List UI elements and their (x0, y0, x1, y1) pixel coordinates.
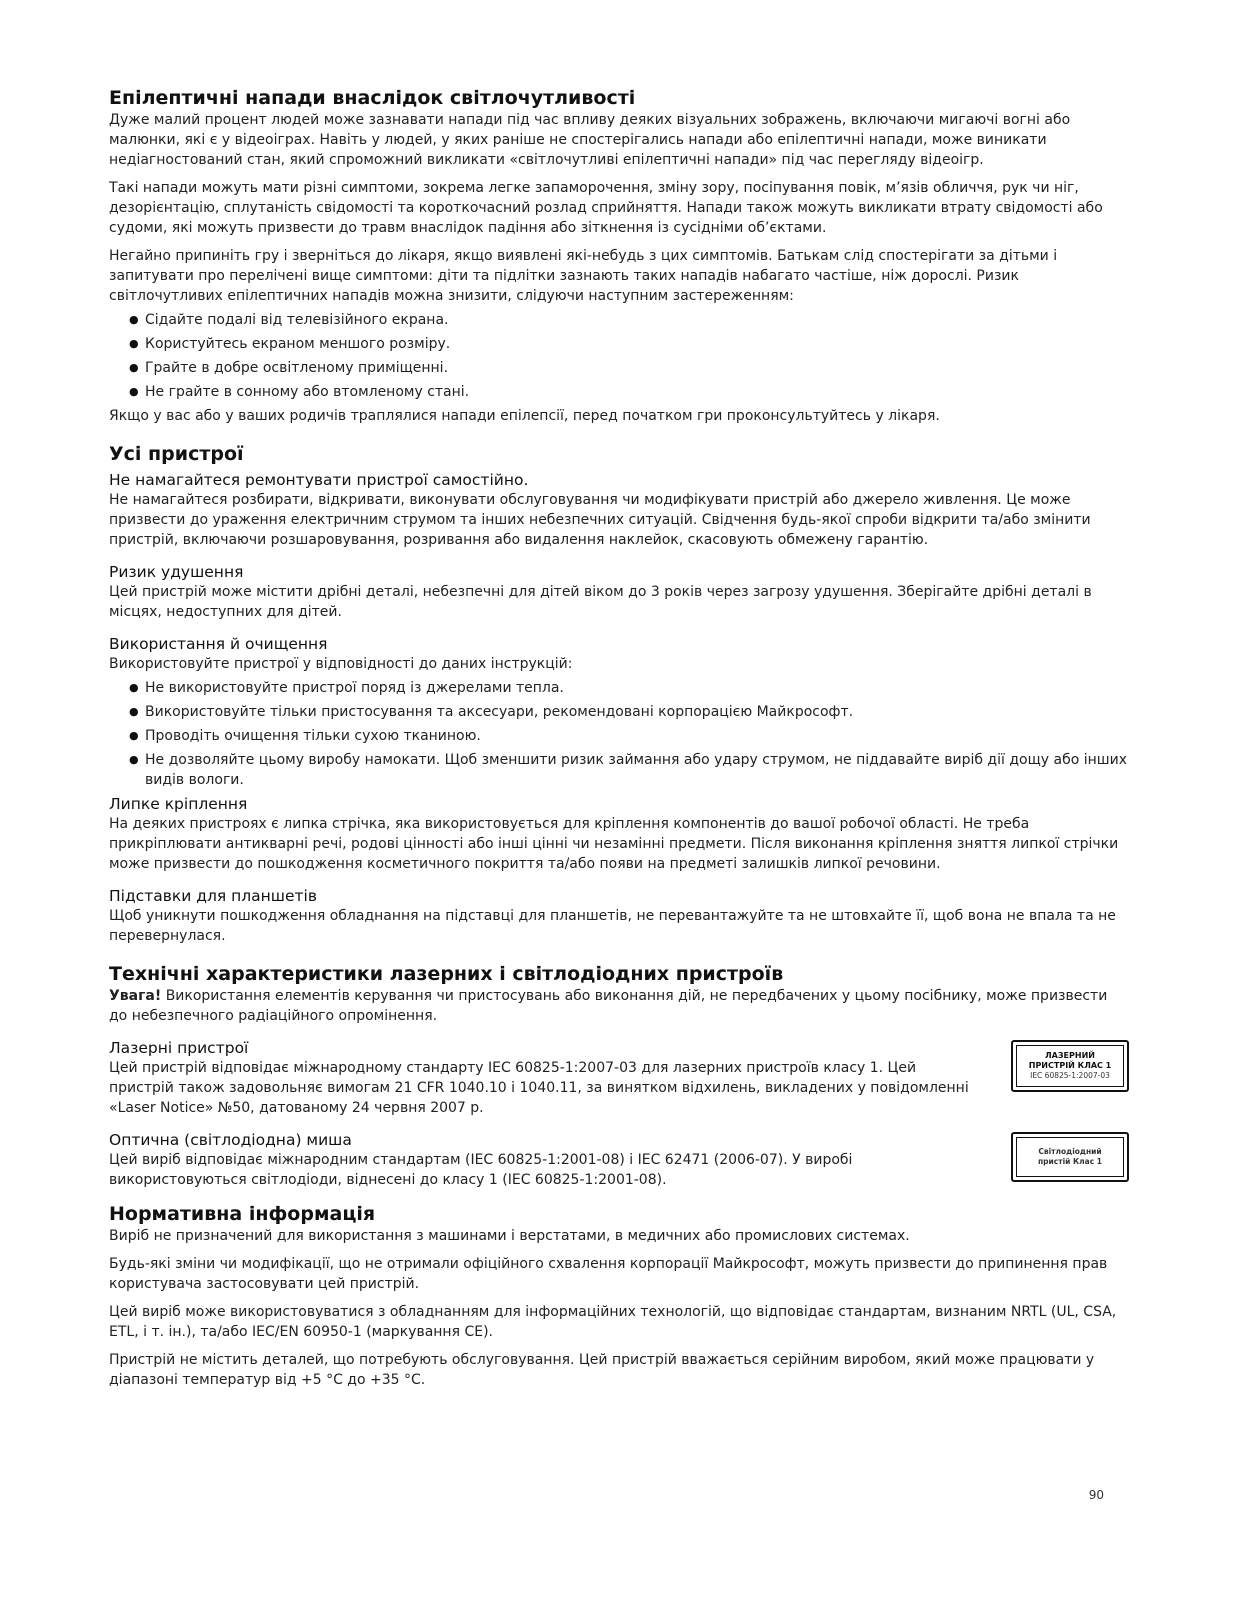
subtitle-tablet-stand: Підставки для планшетів (109, 887, 317, 905)
laser-class-label (1011, 1040, 1129, 1092)
list-item: ● Не грайте в сонному або втомленому стані. (129, 382, 1129, 402)
list-item: ● Сідайте подалі від телевізійного екрана. (129, 310, 1129, 330)
epilepsy-paragraph-4: Якщо у вас або у ваших родичів траплялися напади епілепсії, перед початком гри проконсультуйтесь у лікаря. (109, 408, 940, 424)
subtitle-adhesive: Липке кріплення (109, 795, 248, 813)
epilepsy-paragraph-2: Такі напади можуть мати різні симптоми, зокрема легке запаморочення, зміну зору, посіпування повік, м’язів обличчя, рук чи ніг, дезорієнтацію, сплутаність свідомості та короткочасний розлад сприйняття. Напади також можуть викликати втрату свідомості або судоми, які можуть призвести до травм внаслідок падіння або зіткнення із сусідніми об’єктами. (109, 180, 1103, 236)
optical-mouse-row (109, 1130, 1129, 1190)
laser-label-line-1: ЛАЗЕРНИЙ (1045, 1051, 1095, 1060)
epilepsy-paragraph-1: Дуже малий процент людей може зазнавати напади під час впливу деяких візуальних зображень, включаючи мигаючі вогні або малюнки, які є у відеоіграх. Навіть у людей, у яких раніше не спостерігались напади або епілептичні напади, може виникати недіагностований стан, який спроможний викликати «світлочутливі епілептичні напади» під час перегляду відеоігр. (109, 112, 1071, 168)
document-page (109, 86, 1129, 1390)
page-number: 90 (1088, 1488, 1104, 1502)
list-item: ● Використовуйте тільки пристосування та аксесуари, рекомендовані корпорацією Майкрософт. (129, 702, 1129, 722)
subtitle-use-cleaning: Використання й очищення (109, 635, 328, 653)
regulatory-paragraph-2: Будь-які зміни чи модифікації, що не отримали офіційного схвалення корпорації Майкрософт, можуть призвести до припинення прав користувача застосовувати цей пристрій. (109, 1256, 1108, 1292)
subtitle-laser-devices: Лазерні пристрої (109, 1039, 249, 1057)
led-label-line-2: пристій Клас 1 (1038, 1157, 1102, 1166)
warning-label: Увага! (109, 988, 162, 1004)
led-class-label (1011, 1132, 1129, 1182)
subtitle-optical-mouse: Оптична (світлодіодна) миша (109, 1131, 352, 1149)
repair-text: Не намагайтеся розбирати, відкривати, виконувати обслуговування чи модифікувати пристрій або джерело живлення. Це може призвести до ураження електричним струмом та інших небезпечних ситуацій. Свідчення будь-якої спроби відкрити та/або змінити пристрій, включаючи розшаровування, розривання або видалення наклейок, скасовують обмежену гарантію. (109, 492, 1091, 548)
laser-warning (109, 986, 1129, 1026)
laser-devices-text: Цей пристрій відповідає міжнародному стандарту IEC 60825-1:2007-03 для лазерних пристроїв класу 1. Цей пристрій також задовольняє вимогам 21 CFR 1040.10 і 1040.11, за винятком відхилень, викладених у повідомленні «Laser Notice» №50, датованому 24 червня 2007 р. (109, 1060, 969, 1116)
section-title-laser: Технічні характеристики лазерних і світлодіодних пристроїв (109, 963, 784, 985)
laser-label-line-2: ПРИСТРІЙ КЛАС 1 (1028, 1061, 1112, 1070)
section-title-all-devices: Усі пристрої (109, 443, 244, 465)
list-item: ● Проводіть очищення тільки сухою тканиною. (129, 726, 1129, 746)
optical-mouse-text: Цей виріб відповідає міжнародним стандартам (IEC 60825-1:2001-08) і IEC 62471 (2006-07). У виробі використовуються світлодіоди, віднесені до класу 1 (IEC 60825-1:2001-08). (109, 1152, 853, 1188)
list-item: ● Не дозволяйте цьому виробу намокати. Щоб зменшити ризик займання або удару струмом, не піддавайте виріб дії дощу або інших видів вологи. (129, 750, 1129, 790)
laser-label-line-3: IEC 60825-1:2007-03 (1030, 1071, 1110, 1080)
regulatory-paragraph-1: Виріб не призначений для використання з машинами і верстатами, в медичних або промислових системах. (109, 1228, 910, 1244)
subtitle-repair: Не намагайтеся ремонтувати пристрої самостійно. (109, 471, 529, 489)
use-bullet-list (109, 678, 1129, 790)
list-item: ● Не використовуйте пристрої поряд із джерелами тепла. (129, 678, 1129, 698)
choke-text: Цей пристрій може містити дрібні деталі, небезпечні для дітей віком до 3 років через загрозу удушення. Зберігайте дрібні деталі в місцях, недоступних для дітей. (109, 584, 1092, 620)
list-item: ● Користуйтесь екраном меншого розміру. (129, 334, 1129, 354)
section-title-epilepsy: Епілептичні напади внаслідок світлочутливості (109, 87, 636, 109)
regulatory-paragraph-4: Пристрій не містить деталей, що потребують обслуговування. Цей пристрій вважається серійним виробом, який може працювати у діапазоні температур від +5 °C до +35 °C. (109, 1352, 1095, 1388)
epilepsy-paragraph-3: Негайно припиніть гру і зверніться до лікаря, якщо виявлені які-небудь з цих симптомів. Батькам слід спостерігати за дітьми і запитувати про перелічені вище симптоми: діти та підлітки зазнають таких нападів набагато частіше, ніж дорослі. Ризик світлочутливих епілептичних нападів можна знизити, слідуючи наступним застереженням: (109, 248, 1058, 304)
led-label-line-1: Світлодіодний (1038, 1147, 1102, 1156)
use-text: Використовуйте пристрої у відповідності до даних інструкцій: (109, 656, 573, 672)
tablet-stand-text: Щоб уникнути пошкодження обладнання на підставці для планшетів, не перевантажуйте та не штовхайте її, щоб вона не впала та не перевернулася. (109, 908, 1116, 944)
subtitle-choke: Ризик удушення (109, 563, 244, 581)
laser-devices-row (109, 1038, 1129, 1118)
warning-text: Використання елементів керування чи пристосувань або виконання дій, не передбачених у цьому посібнику, може призвести до небезпечного радіаційного опромінення. (109, 988, 1108, 1024)
list-item: ● Грайте в добре освітленому приміщенні. (129, 358, 1129, 378)
epilepsy-bullet-list (109, 310, 1129, 402)
regulatory-paragraph-3: Цей виріб може використовуватися з обладнанням для інформаційних технологій, що відповідає стандартам, визнаним NRTL (UL, CSA, ETL, і т. ін.), та/або IEC/EN 60950-1 (маркування CE). (109, 1304, 1117, 1340)
adhesive-text: На деяких пристроях є липка стрічка, яка використовується для кріплення компонентів до вашої робочої області. Не треба прикріплювати антикварні речі, родові цінності або інші цінні чи незамінні предмети. Після виконання кріплення зняття липкої стрічки може призвести до пошкодження косметичного покриття та/або появи на предметі залишків липкої речовини. (109, 816, 1119, 872)
section-title-regulatory: Нормативна інформація (109, 1203, 376, 1225)
